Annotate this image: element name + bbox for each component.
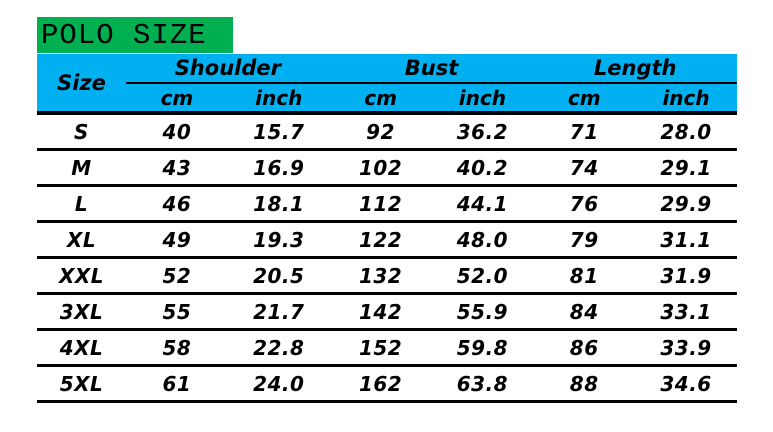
length-cm-cell: 86 (569, 335, 599, 360)
length-inch-header: inch (662, 85, 710, 110)
polo-size-chart (37, 17, 737, 403)
table-row (37, 259, 737, 295)
page-title: POLO SIZE (37, 17, 233, 53)
bust-cm-cell: 122 (358, 227, 403, 252)
length-inch-cell: 33.9 (660, 335, 712, 360)
bust-cm-cell: 112 (358, 191, 403, 216)
bust-cm-cell: 132 (358, 263, 403, 288)
column-header-size: Size (57, 70, 106, 95)
length-cm-cell: 71 (569, 119, 599, 144)
bust-inch-cell: 59.8 (456, 335, 509, 360)
size-cell: 5XL (59, 371, 104, 396)
bust-inch-cell: 44.1 (456, 191, 509, 216)
bust-inch-cell: 63.8 (456, 371, 509, 396)
shoulder-inch-cell: 20.5 (253, 263, 305, 288)
shoulder-cm-cell: 43 (162, 155, 192, 180)
table-row (37, 187, 737, 223)
shoulder-cm-cell: 46 (162, 191, 192, 216)
size-cell: 4XL (59, 335, 104, 360)
shoulder-cm-cell: 55 (162, 299, 192, 324)
length-inch-cell: 29.9 (660, 191, 712, 216)
size-cell: L (74, 191, 89, 216)
length-cm-cell: 74 (569, 155, 599, 180)
bust-inch-cell: 36.2 (456, 119, 509, 144)
table-row (37, 331, 737, 367)
shoulder-cm-header: cm (160, 85, 194, 110)
shoulder-inch-cell: 18.1 (253, 191, 305, 216)
table-body (37, 115, 737, 403)
size-cell: M (71, 155, 92, 180)
bust-cm-cell: 162 (358, 371, 403, 396)
bust-cm-header: cm (364, 85, 397, 110)
length-inch-cell: 28.0 (660, 119, 712, 144)
bust-cm-cell: 92 (366, 119, 395, 144)
column-group-length: Length (593, 56, 677, 80)
bust-inch-cell: 40.2 (456, 155, 509, 180)
shoulder-inch-cell: 16.9 (253, 155, 305, 180)
length-cm-cell: 79 (569, 227, 599, 252)
table-row (37, 115, 737, 151)
shoulder-cm-cell: 52 (162, 263, 192, 288)
shoulder-cm-cell: 58 (162, 335, 192, 360)
shoulder-cm-cell: 40 (162, 119, 192, 144)
table-header (37, 54, 737, 115)
length-inch-cell: 31.9 (660, 263, 712, 288)
table-row (37, 367, 737, 403)
unit-label-row (126, 84, 737, 111)
group-label-row (126, 54, 737, 84)
table-row (37, 151, 737, 187)
length-cm-cell: 84 (569, 299, 599, 324)
bust-cm-cell: 152 (358, 335, 403, 360)
length-inch-cell: 34.6 (660, 371, 712, 396)
length-inch-cell: 31.1 (660, 227, 712, 252)
length-cm-header: cm (567, 85, 601, 110)
length-inch-cell: 29.1 (660, 155, 712, 180)
shoulder-inch-cell: 19.3 (253, 227, 305, 252)
bust-cm-cell: 142 (358, 299, 403, 324)
shoulder-inch-cell: 24.0 (253, 371, 305, 396)
column-group-bust: Bust (404, 56, 459, 80)
shoulder-inch-header: inch (255, 85, 303, 110)
measurement-groups (126, 54, 737, 111)
size-cell: 3XL (59, 299, 104, 324)
table-row (37, 223, 737, 259)
length-inch-cell: 33.1 (660, 299, 712, 324)
size-cell: S (74, 119, 89, 144)
length-cm-cell: 76 (569, 191, 599, 216)
length-cm-cell: 88 (569, 371, 599, 396)
shoulder-cm-cell: 49 (162, 227, 192, 252)
shoulder-inch-cell: 22.8 (253, 335, 305, 360)
shoulder-inch-cell: 21.7 (253, 299, 305, 324)
bust-inch-cell: 52.0 (456, 263, 509, 288)
length-cm-cell: 81 (569, 263, 599, 288)
bust-cm-cell: 102 (358, 155, 403, 180)
shoulder-cm-cell: 61 (162, 371, 192, 396)
table-row (37, 295, 737, 331)
size-table (37, 54, 737, 403)
bust-inch-cell: 55.9 (456, 299, 509, 324)
size-cell: XXL (58, 263, 105, 288)
column-group-shoulder: Shoulder (174, 56, 281, 80)
size-cell: XL (66, 227, 97, 252)
bust-inch-cell: 48.0 (456, 227, 509, 252)
bust-inch-header: inch (458, 85, 506, 110)
shoulder-inch-cell: 15.7 (253, 119, 305, 144)
